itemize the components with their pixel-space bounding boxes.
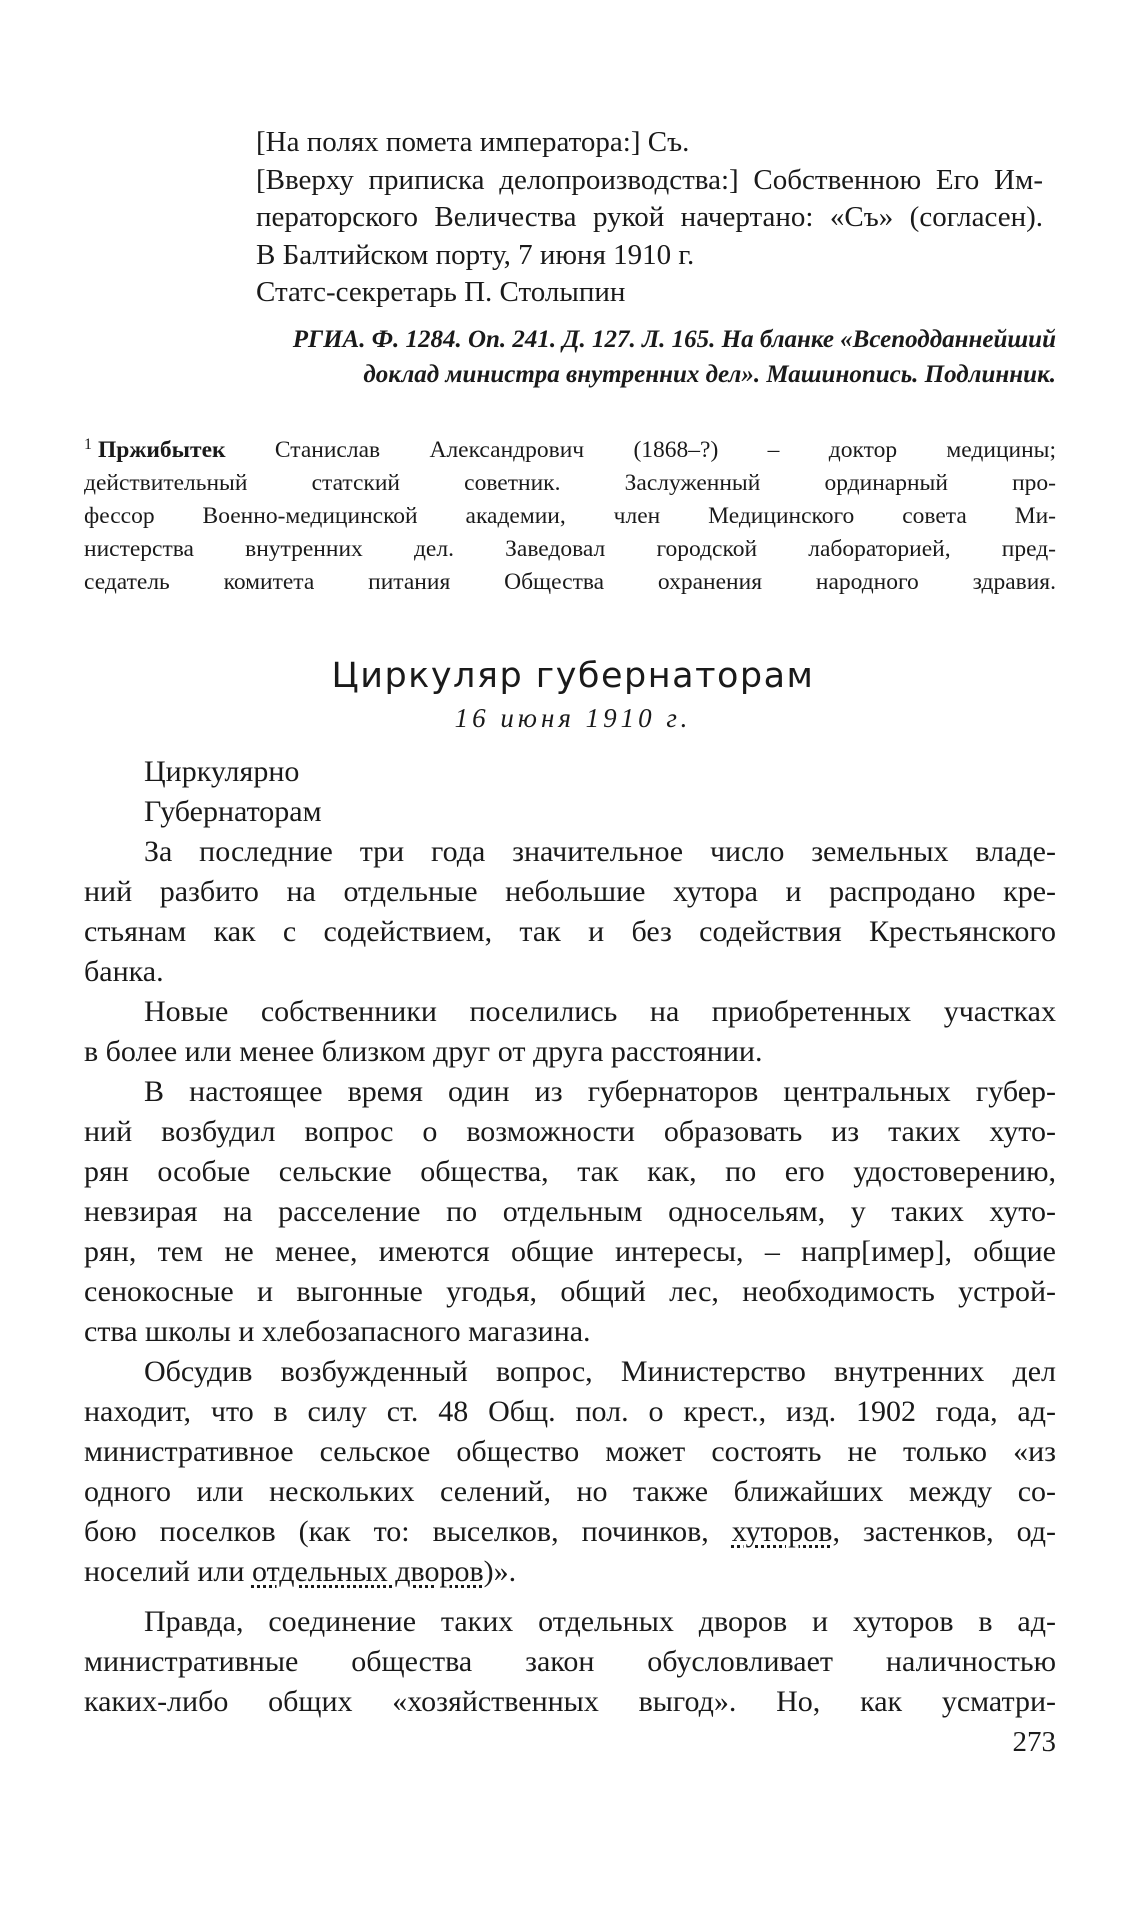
paragraph-line-with-emphasis: [84, 1552, 1056, 1592]
paragraph-line: За последние три года значительное число земельных владе-: [144, 835, 1056, 868]
signature-line: Статс-секретарь П. Столыпин: [256, 276, 626, 308]
paragraph-line: В настоящее время один из губернаторов центральных губер-: [144, 1075, 1056, 1108]
paragraph-line: ства школы и хлебозапасного магазина.: [84, 1315, 591, 1348]
paragraph-text: , застенков, од-: [832, 1515, 1056, 1548]
paragraph-line: находит, что в силу ст. 48 Общ. пол. о крест., изд. 1902 года, ад-: [84, 1395, 1056, 1428]
archive-reference-line: доклад министра внутренних дел». Машинопись. Подлинник.: [363, 361, 1056, 388]
paragraph-line: одного или нескольких селений, но также ближайших между со-: [84, 1475, 1056, 1508]
paragraph-line: Обсудив возбужденный вопрос, Министерство внутренних дел: [144, 1355, 1056, 1388]
footnote-text: Станислав Александрович (1868–?) – доктор медицины;: [274, 437, 1057, 463]
paragraph-line: министративные общества закон обусловливает наличностью: [84, 1645, 1056, 1678]
document-body: [84, 752, 1056, 1722]
paragraph-line: банка.: [84, 955, 164, 988]
footnote-line: действительный статский советник. Заслуженный ординарный про-: [84, 470, 1056, 496]
footnote-name: Пржибытек: [98, 437, 226, 463]
paragraph-line: ний разбито на отдельные небольшие хутора и распродано кре-: [84, 875, 1056, 908]
paragraph-line: Правда, соединение таких отдельных дворов и хуторов в ад-: [144, 1605, 1056, 1638]
footnote: [84, 428, 1056, 599]
document-date: 16 июня 1910 г.: [454, 703, 692, 733]
salutation-line: Циркулярно: [144, 755, 300, 788]
underlined-word: хуторов: [731, 1515, 833, 1548]
margin-note-line: [На полях помета императора:] Съ.: [256, 126, 690, 158]
header-note-line: [Вверху приписка делопроизводства:] Собственною Его Им-: [256, 163, 1043, 196]
header-note-line: ператорского Величества рукой начертано: «Съ» (согласен).: [256, 201, 1043, 233]
archive-reference: [148, 322, 1056, 392]
paragraph-line: министративное сельское общество может состоять не только «из: [84, 1435, 1056, 1468]
footnote-first-line: [84, 428, 1056, 467]
paragraph-line: рян особые сельские общества, так как, по его удостоверению,: [84, 1155, 1056, 1188]
paragraph-line: стьянам как с содействием, так и без содействия Крестьянского: [84, 915, 1056, 948]
paragraph-text: носелий или: [84, 1555, 252, 1588]
footnote-line: нистерства внутренних дел. Заведовал городской лабораторией, пред-: [84, 536, 1056, 562]
archive-reference-line: РГИА. Ф. 1284. Оп. 241. Д. 127. Л. 165. На бланке «Всеподданнейший: [292, 326, 1056, 353]
paragraph-line: ний возбудил вопрос о возможности образовать из таких хуто-: [84, 1115, 1056, 1148]
paragraph-line: сенокосные и выгонные угодья, общий лес, необходимость устрой-: [84, 1275, 1056, 1308]
place-date-line: В Балтийском порту, 7 июня 1910 г.: [256, 238, 695, 271]
paragraph-text: )».: [483, 1555, 517, 1588]
paragraph-line-with-emphasis: [84, 1512, 1056, 1552]
paragraph-text: бою поселков (как то: выселков, починков,: [84, 1515, 732, 1548]
paragraph-line: Новые собственники поселились на приобретенных участках: [144, 995, 1056, 1028]
paragraph-line: рян, тем не менее, имеются общие интересы, – напр[имер], общие: [84, 1235, 1056, 1268]
page-number: 273: [1012, 1726, 1056, 1758]
footnote-line: фессор Военно-медицинской академии, член Медицинского совета Ми-: [84, 503, 1056, 529]
resolution-block: [256, 124, 1056, 312]
paragraph-line: в более или менее близком друг от друга расстоянии.: [84, 1035, 763, 1068]
salutation-line: Губернаторам: [144, 795, 322, 828]
underlined-phrase: отдельных дворов: [251, 1555, 484, 1588]
footnote-line: седатель комитета питания Общества охранения народного здравия.: [84, 569, 1056, 595]
footnote-marker: 1: [84, 436, 92, 453]
paragraph-gap: [84, 1592, 1056, 1602]
document-title: Циркуляр губернаторам: [331, 656, 815, 696]
paragraph-line: невзирая на расселение по отдельным односельям, у таких хуто-: [84, 1195, 1056, 1228]
paragraph-line: каких-либо общих «хозяйственных выгод». Но, как усматри-: [84, 1685, 1056, 1718]
